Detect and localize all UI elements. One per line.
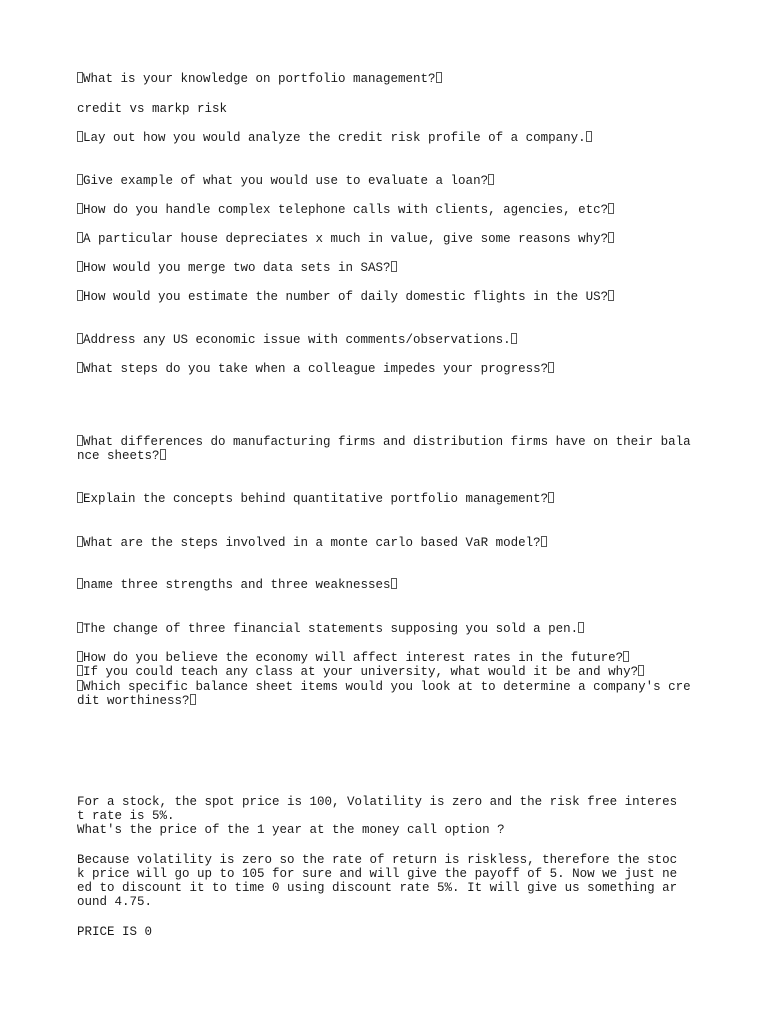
problem-line: t rate is 5%.	[77, 809, 175, 823]
problem-line: What's the price of the 1 year at the money call option ?	[77, 823, 505, 837]
box-glyph-icon	[578, 622, 584, 633]
answer-line: ound 4.75.	[77, 895, 153, 909]
box-glyph-icon	[623, 651, 629, 662]
question-line: The change of three financial statements supposing you sold a pen.	[77, 622, 717, 636]
box-glyph-icon	[391, 578, 397, 589]
box-glyph-icon	[608, 232, 614, 243]
question-line: What differences do manufacturing firms and distribution firms have on their bala	[77, 435, 717, 449]
question-line: Give example of what you would use to evaluate a loan?	[77, 174, 717, 188]
question-line: What are the steps involved in a monte carlo based VaR model?	[77, 536, 717, 550]
question-line: What is your knowledge on portfolio management?	[77, 72, 717, 86]
problem-line: For a stock, the spot price is 100, Volatility is zero and the risk free interes	[77, 795, 678, 809]
box-glyph-icon	[608, 203, 614, 214]
question-line: Which specific balance sheet items would you look at to determine a company's cre	[77, 680, 717, 694]
question-line: credit vs markp risk	[77, 102, 228, 116]
box-glyph-icon	[548, 492, 554, 503]
answer-line: Because volatility is zero so the rate of return is riskless, therefore the stoc	[77, 853, 678, 867]
question-line: nce sheets?	[77, 449, 717, 463]
answer-line: ed to discount it to time 0 using discount rate 5%. It will give us something ar	[77, 881, 678, 895]
answer-line: PRICE IS 0	[77, 925, 153, 939]
question-line: A particular house depreciates x much in value, give some reasons why?	[77, 232, 717, 246]
box-glyph-icon	[488, 174, 494, 185]
question-line: Lay out how you would analyze the credit risk profile of a company.	[77, 131, 717, 145]
question-line: How do you handle complex telephone calls with clients, agencies, etc?	[77, 203, 717, 217]
box-glyph-icon	[391, 261, 397, 272]
question-line: Address any US economic issue with comments/observations.	[77, 333, 717, 347]
box-glyph-icon	[511, 333, 517, 344]
question-line: Explain the concepts behind quantitative portfolio management?	[77, 492, 717, 506]
box-glyph-icon	[608, 290, 614, 301]
question-line: How would you merge two data sets in SAS?	[77, 261, 717, 275]
question-line: If you could teach any class at your university, what would it be and why?	[77, 665, 717, 679]
question-line: How do you believe the economy will affect interest rates in the future?	[77, 651, 717, 665]
question-line: How would you estimate the number of daily domestic flights in the US?	[77, 290, 717, 304]
box-glyph-icon	[190, 694, 196, 705]
question-line: name three strengths and three weaknesses	[77, 578, 717, 592]
question-line: What steps do you take when a colleague impedes your progress?	[77, 362, 717, 376]
answer-line: k price will go up to 105 for sure and will give the payoff of 5. Now we just ne	[77, 867, 678, 881]
box-glyph-icon	[160, 449, 166, 460]
question-line: dit worthiness?	[77, 694, 717, 708]
box-glyph-icon	[586, 131, 592, 142]
box-glyph-icon	[548, 362, 554, 373]
box-glyph-icon	[638, 665, 644, 676]
box-glyph-icon	[541, 536, 547, 547]
box-glyph-icon	[436, 72, 442, 83]
